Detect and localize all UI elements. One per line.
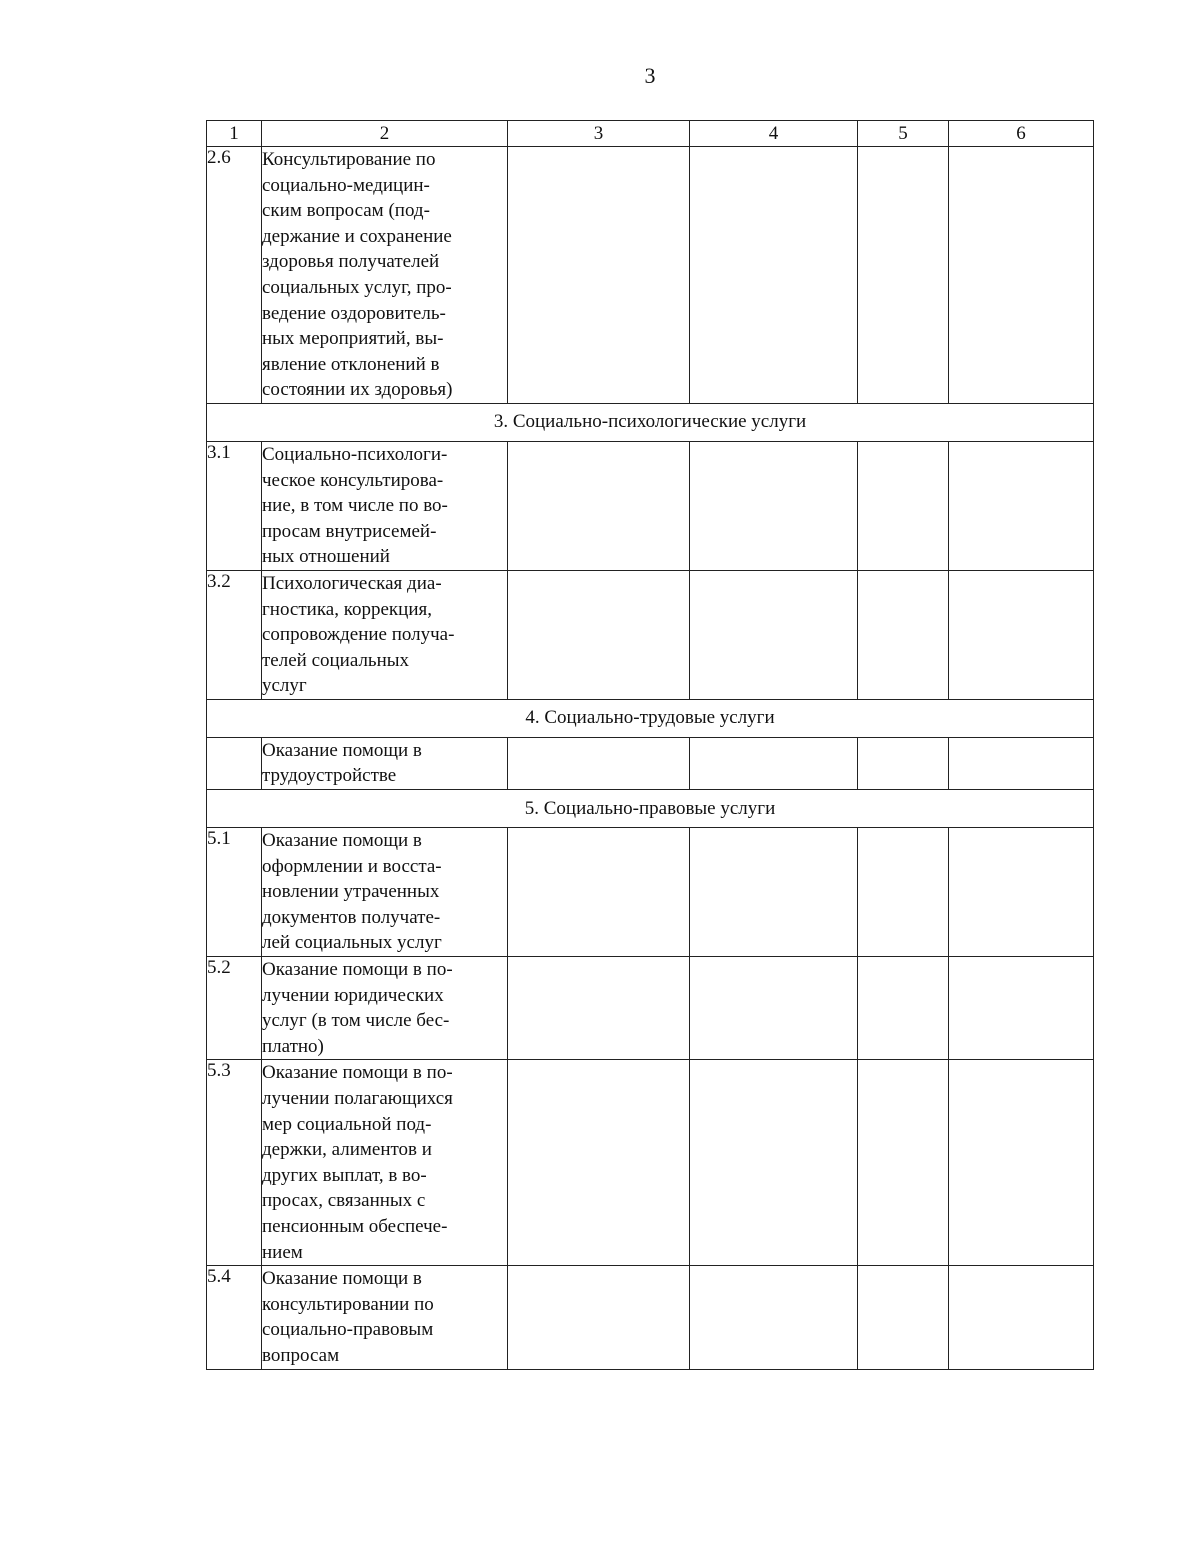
service-number-cell: 5.3 [207,1060,262,1266]
service-name-cell: Оказание помощи в по- лучении юридических услуг (в том числе бес- платно) [262,957,508,1060]
service-name-cell: Оказание помощи в трудоустройстве [262,737,508,789]
column-5-cell [858,1266,949,1369]
service-number-cell: 3.2 [207,570,262,699]
service-number-cell: 3.1 [207,441,262,570]
service-number-cell [207,737,262,789]
column-6-cell [949,441,1094,570]
column-5-cell [858,441,949,570]
column-5-cell [858,147,949,404]
service-name-cell: Социально-психологи- ческое консультирова- ние, в том числе по во- просам внутрисемей- ных отношений [262,441,508,570]
column-3-cell [508,1060,690,1266]
column-3-cell [508,957,690,1060]
column-number-2: 2 [262,121,508,147]
service-number-cell: 5.2 [207,957,262,1060]
table-row [207,1266,1094,1369]
service-name-cell: Оказание помощи в по- лучении полагающихся мер социальной под- держки, алиментов и других выплат, в во- просах, связанных с пенсионным обеспече- нием [262,1060,508,1266]
service-number-cell: 5.4 [207,1266,262,1369]
column-number-6: 6 [949,121,1094,147]
column-5-cell [858,828,949,957]
table-row [207,147,1094,404]
column-6-cell [949,570,1094,699]
column-number-row [207,121,1094,147]
column-4-cell [690,1266,858,1369]
column-4-cell [690,147,858,404]
section-title: 5. Социально-правовые услуги [207,790,1094,828]
table-row [207,570,1094,699]
column-5-cell [858,957,949,1060]
column-6-cell [949,1266,1094,1369]
service-number-cell: 2.6 [207,147,262,404]
column-4-cell [690,737,858,789]
section-title: 3. Социально-психологические услуги [207,403,1094,441]
table-row [207,1060,1094,1266]
services-table-body [207,121,1094,1370]
service-number-cell: 5.1 [207,828,262,957]
column-3-cell [508,441,690,570]
column-4-cell [690,828,858,957]
table-row [207,737,1094,789]
table-row [207,828,1094,957]
column-number-3: 3 [508,121,690,147]
service-name-cell: Консультирование по социально-медицин- ским вопросам (под- держание и сохранение здоровья получателей социальных услуг, про- ведение оздоровитель- ных мероприятий, вы- явление отклонений в состоянии их здоровья) [262,147,508,404]
column-number-4: 4 [690,121,858,147]
column-5-cell [858,1060,949,1266]
column-4-cell [690,570,858,699]
column-3-cell [508,147,690,404]
section-header-row [207,790,1094,828]
column-number-1: 1 [207,121,262,147]
column-5-cell [858,737,949,789]
column-5-cell [858,570,949,699]
table-row [207,957,1094,1060]
column-6-cell [949,1060,1094,1266]
column-6-cell [949,737,1094,789]
service-name-cell: Оказание помощи в оформлении и восста- новлении утраченных документов получате- лей социальных услуг [262,828,508,957]
page-number: 3 [644,63,656,88]
column-4-cell [690,957,858,1060]
column-6-cell [949,957,1094,1060]
column-6-cell [949,828,1094,957]
column-6-cell [949,147,1094,404]
column-3-cell [508,737,690,789]
section-header-row [207,403,1094,441]
section-header-row [207,699,1094,737]
column-4-cell [690,1060,858,1266]
service-name-cell: Оказание помощи в консультировании по социально-правовым вопросам [262,1266,508,1369]
service-name-cell: Психологическая диа- гностика, коррекция, сопровождение получа- телей социальных услуг [262,570,508,699]
services-table [206,120,1094,1370]
column-3-cell [508,828,690,957]
table-row [207,441,1094,570]
section-title: 4. Социально-трудовые услуги [207,699,1094,737]
column-3-cell [508,570,690,699]
column-4-cell [690,441,858,570]
column-number-5: 5 [858,121,949,147]
column-3-cell [508,1266,690,1369]
